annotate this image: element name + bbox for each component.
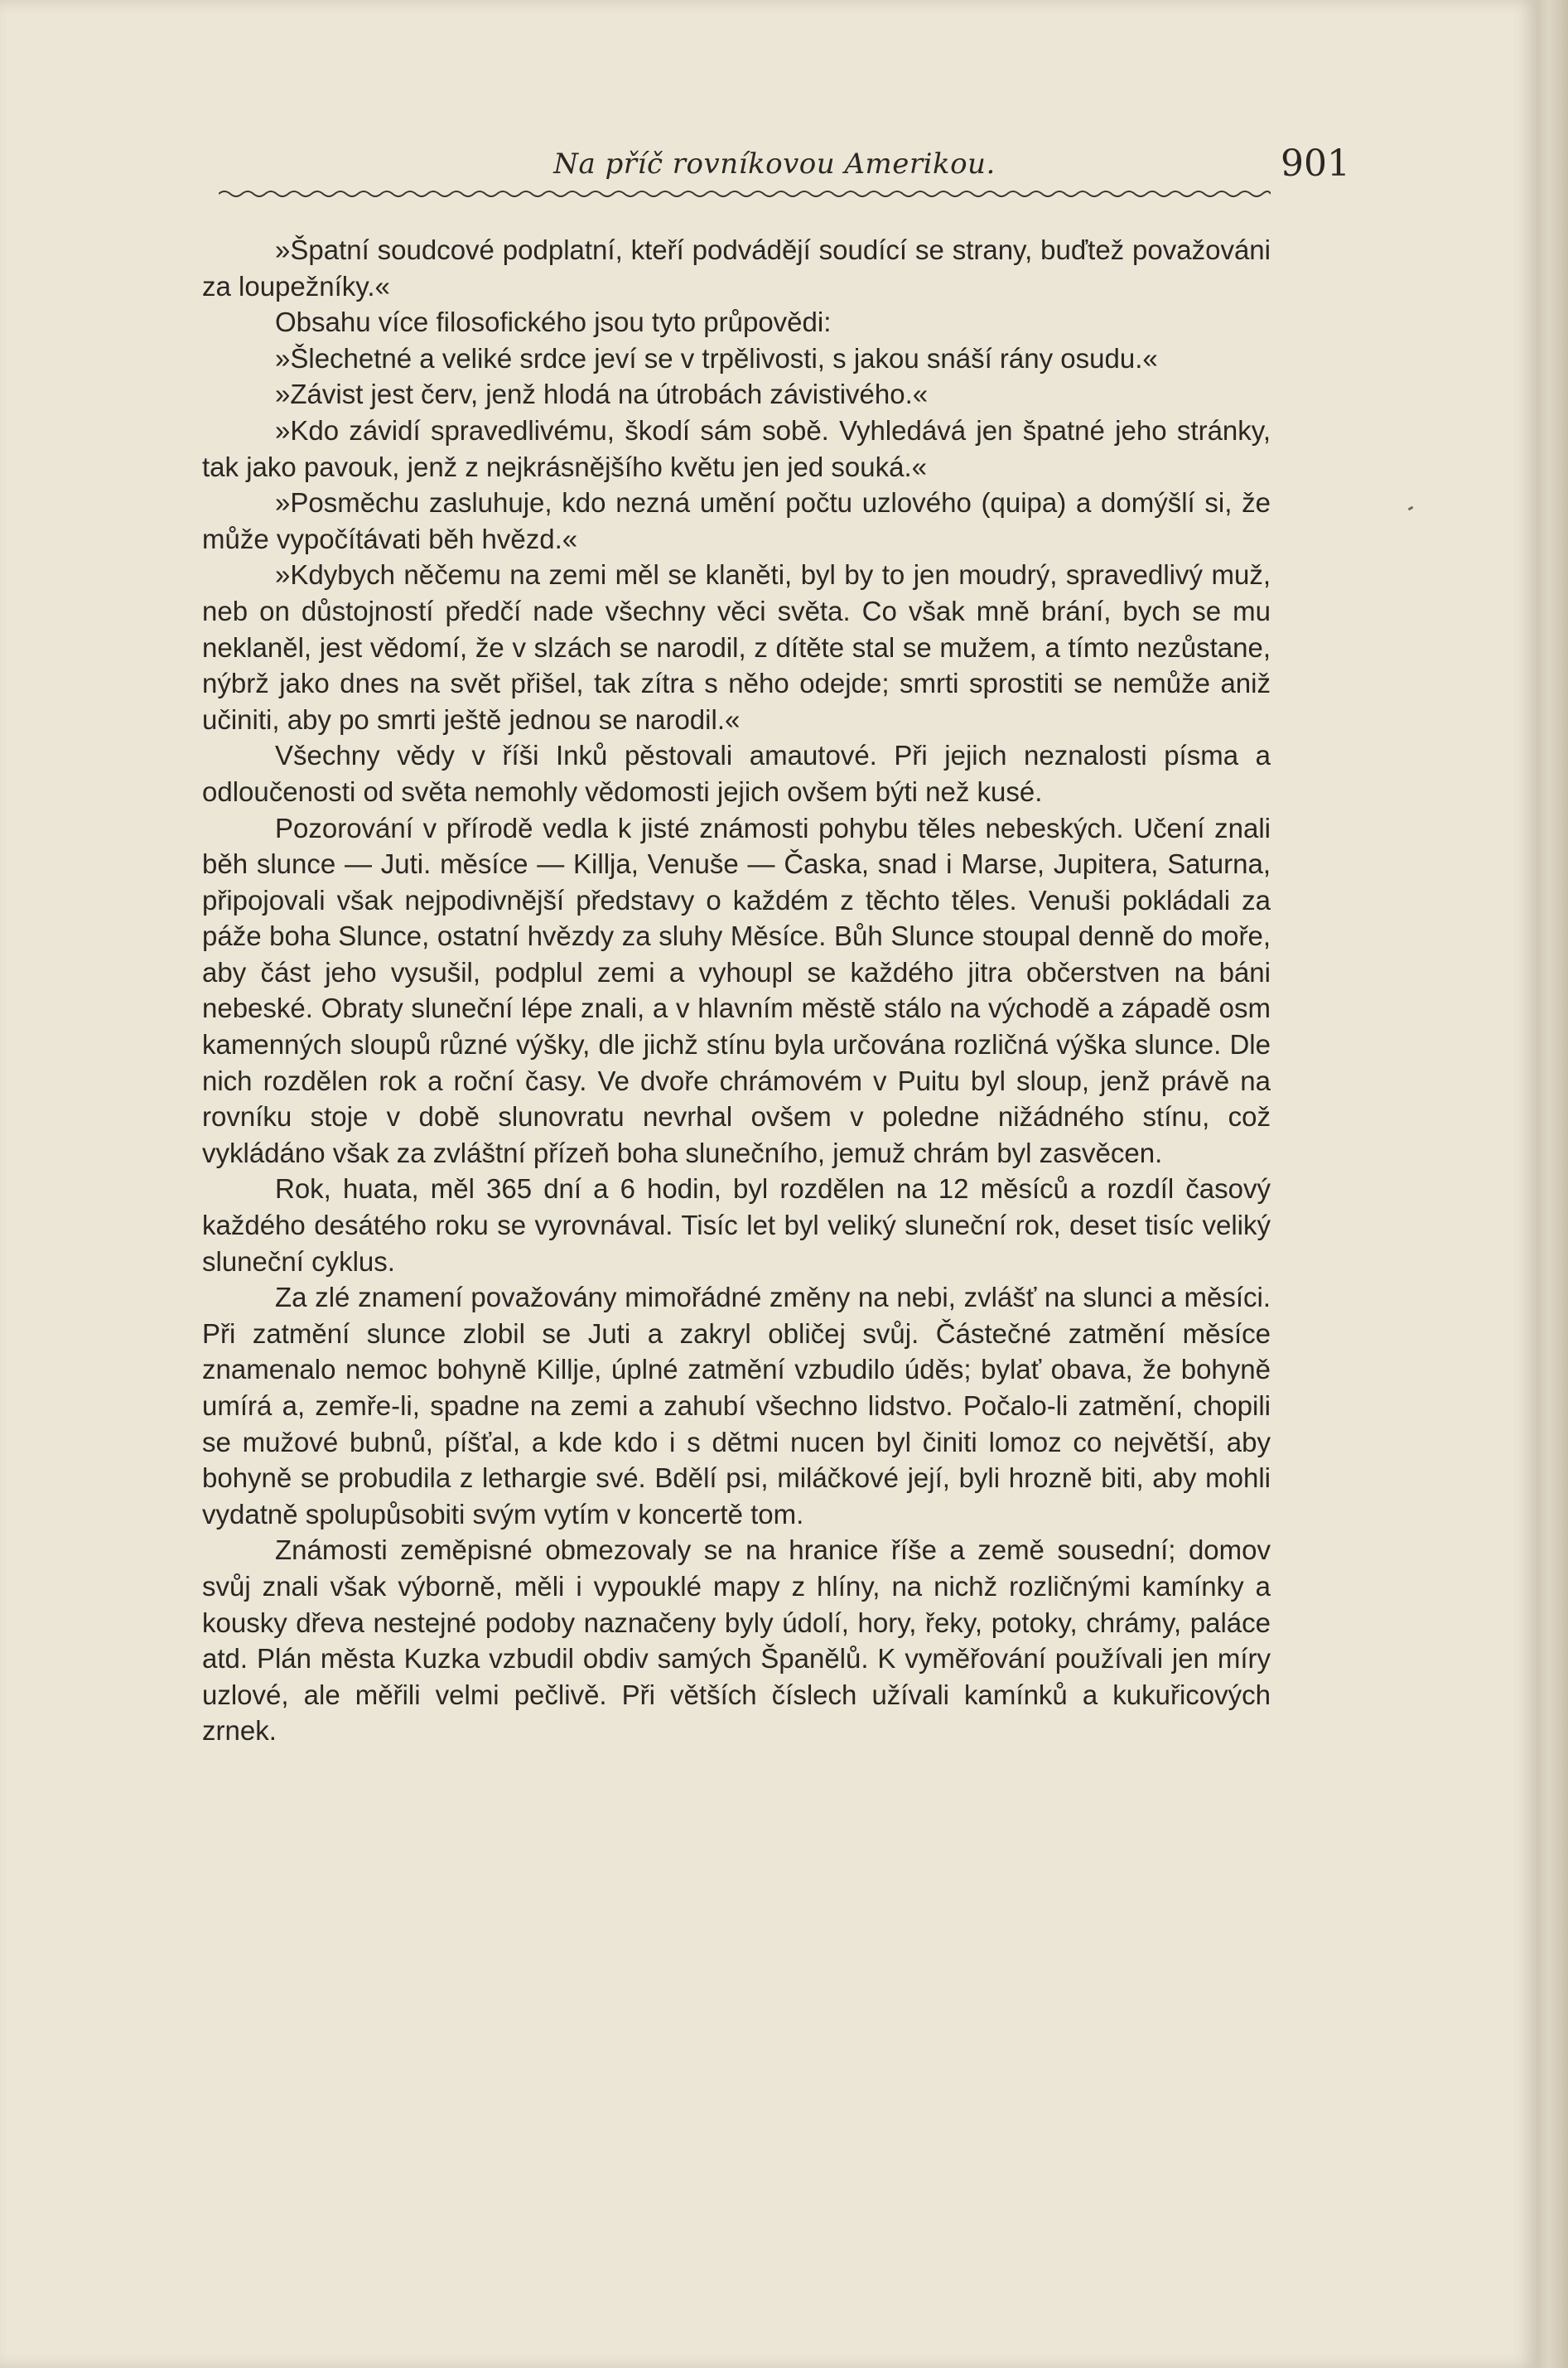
paragraph: Za zlé znamení považovány mimořádné změny na nebi, zvlášť na slunci a měsíci. Při zatmění slunce zlobil se Juti a zakryl obličej svůj. Částečné zatmění měsíce znamenalo nemoc bohyně Killje, úplné zatmění vzbudilo úděs; bylať obava, že bohyně umírá a, zemře-li, spadne na zemi a zahubí všechno lidstvo. Počalo-li zatmění, chopili se mužové bubnů, píšťal, a kde kdo i s dětmi nucen byl činiti lomoz co největší, aby bohyně se probudila z lethargie své. Bdělí psi, miláčkové její, byli hrozně biti, aby mohli vydatně spolupůsobiti svým vytím v koncertě tom. (202, 1282, 1271, 1530)
paragraph: Obsahu více filosofického jsou tyto průpovědi: (275, 307, 832, 338)
paragraph: »Kdybych něčemu na zemi měl se klaněti, byl by to jen moudrý, spravedlivý muž, neb on důstojností předčí nade všechny věci světa. Co však mně brání, bych se mu neklaněl, jest vědomí, že v slzách se narodil, z dítěte stal se mužem, a tímto nezůstane, nýbrž jako dnes na svět přišel, tak zítra s něho odejde; smrti sprostiti se nemůže aniž učiniti, aby po smrti ještě jednou se narodil.« (202, 559, 1271, 735)
paragraph: »Špatní soudcové podplatní, kteří podvádějí soudící se strany, buďtež považováni za loupežníky.« (202, 234, 1271, 302)
paragraph: »Posměchu zasluhuje, kdo nezná umění počtu uzlového (quipa) a domýšlí si, že může vypočítávati běh hvězd.« (202, 487, 1271, 554)
page-number: 901 (1281, 143, 1350, 185)
margin-mark (1408, 506, 1414, 511)
page-edge-shadow (1537, 0, 1568, 2368)
header-ornament-rule (219, 187, 1271, 201)
body-text (202, 232, 1271, 1749)
paragraph: Všechny vědy v říši Inků pěstovali amautové. Při jejich neznalosti písma a odloučenosti od světa nemohly vědomosti jejich ovšem býti než kusé. (202, 740, 1271, 807)
running-title: Na příč rovníkovou Amerikou. (553, 147, 996, 181)
paragraph: Pozorování v přírodě vedla k jisté známosti pohybu těles nebeských. Učení znali běh slunce — Juti. měsíce — Killja, Venuše — Časka, snad i Marse, Jupitera, Saturna, připojovali však nejpodivnější představy o každém z těchto těles. Venuši pokládali za páže boha Slunce, ostatní hvězdy za sluhy Měsíce. Bůh Slunce stoupal denně do moře, aby část jeho vysušil, podplul zemi a vyhoupl se každého jitra občerstven na báni nebeské. Obraty sluneční lépe znali, a v hlavním městě stálo na východě a západě osm kamenných sloupů různé výšky, dle jichž stínu byla určována rozličná výška slunce. Dle nich rozdělen rok a roční časy. Ve dvoře chrámovém v Puitu byl sloup, jenž právě na rovníku stoje v době slunovratu nevrhal ovšem v poledne nižádného stínu, což vykládáno však za zvláštní přízeň boha slunečního, jemuž chrám byl zasvěcen. (202, 812, 1271, 1168)
paragraph: »Šlechetné a veliké srdce jeví se v trpělivosti, s jakou snáší rány osudu.« (275, 342, 1158, 374)
paragraph: Známosti zeměpisné obmezovaly se na hranice říše a země sousední; domov svůj znali však výborně, měli i vypouklé mapy z hlíny, na nichž rozličnými kamínky a kousky dřeva nestejné podoby naznačeny byly údolí, hory, řeky, potoky, chrámy, paláce atd. Plán města Kuzka vzbudil obdiv samých Španělů. K vyměřování používali jen míry uzlové, ale měřili velmi pečlivě. Při větších číslech užívali kamínků a kukuřicových zrnek. (202, 1534, 1271, 1747)
paragraph: Rok, huata, měl 365 dní a 6 hodin, byl rozdělen na 12 měsíců a rozdíl časový každého desátého roku se vyrovnával. Tisíc let byl veliký sluneční rok, deset tisíc veliký sluneční cyklus. (202, 1173, 1271, 1277)
paragraph: »Závist jest červ, jenž hlodá na útrobách závistivého.« (275, 379, 929, 410)
paragraph: »Kdo závidí spravedlivému, škodí sám sobě. Vyhledává jen špatné jeho stránky, tak jako pavouk, jenž z nejkrásnějšího květu jen jed souká.« (202, 414, 1271, 482)
